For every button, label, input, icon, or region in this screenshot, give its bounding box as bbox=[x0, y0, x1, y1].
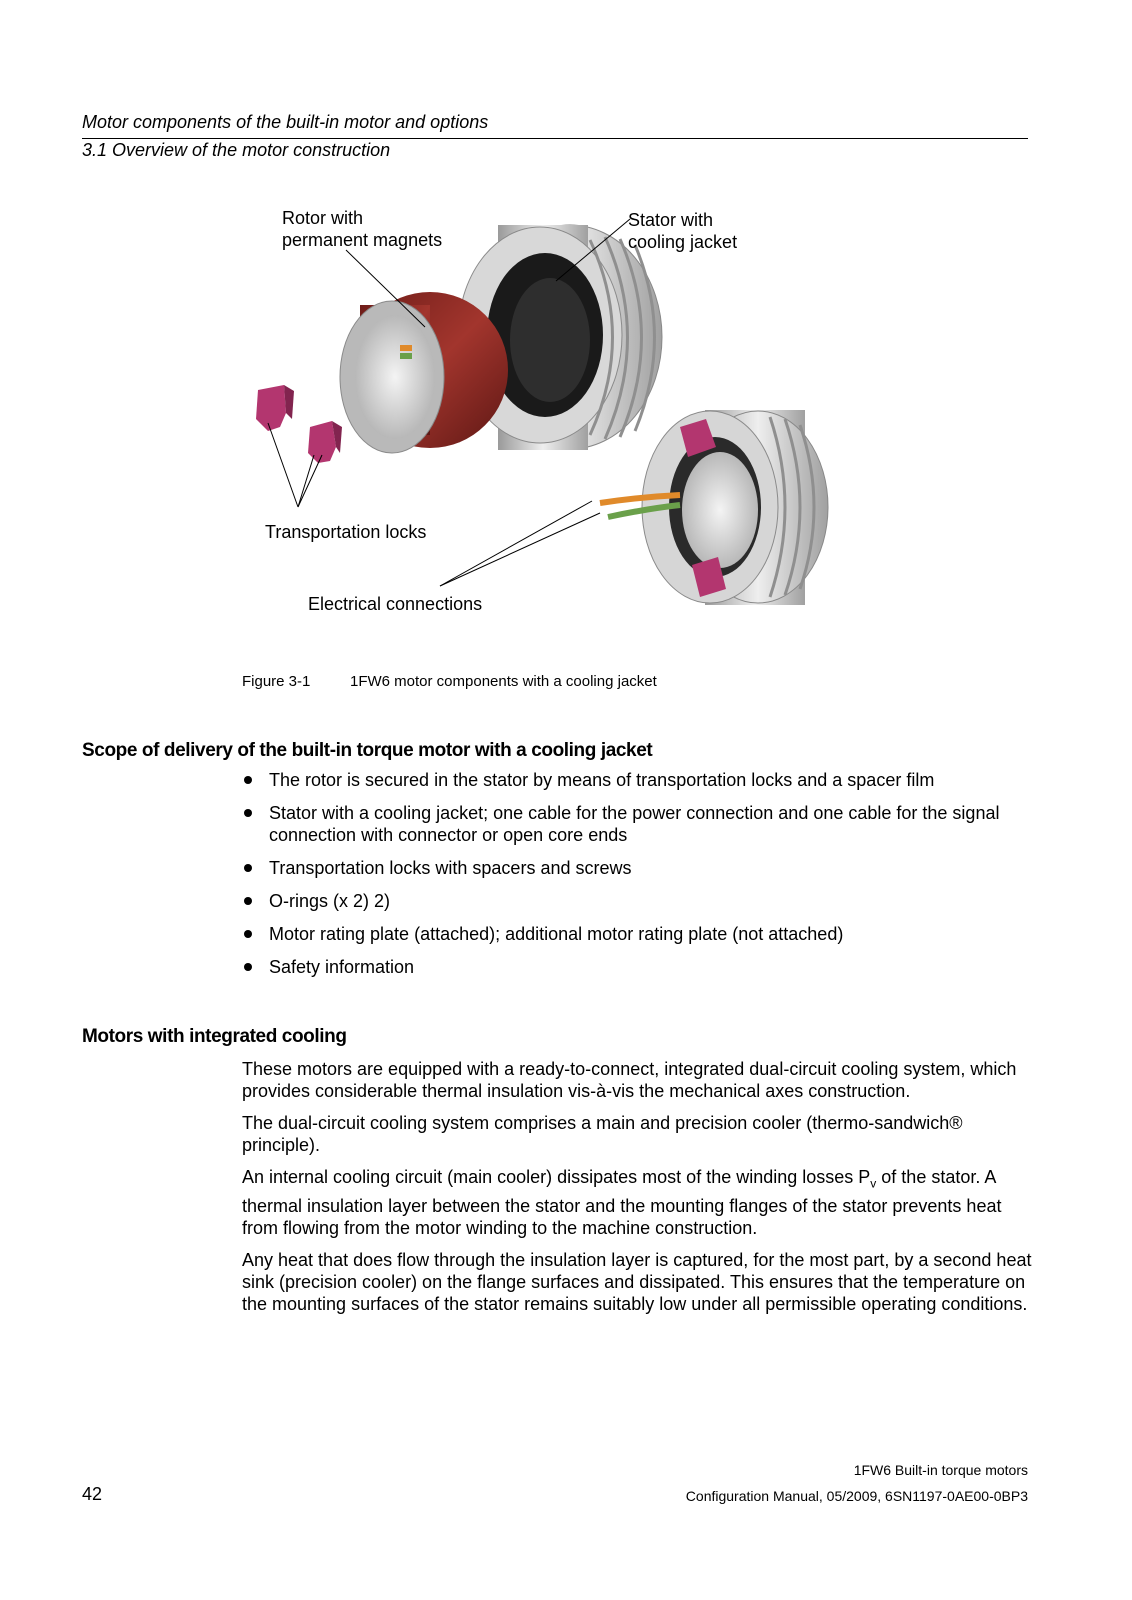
bullet-icon bbox=[244, 809, 252, 817]
page-number: 42 bbox=[82, 1484, 103, 1504]
bullet-icon bbox=[244, 864, 252, 872]
figure-caption bbox=[242, 673, 657, 690]
bullet-icon bbox=[244, 930, 252, 938]
stator-label-line2: cooling jacket bbox=[628, 232, 738, 252]
list-item bbox=[242, 890, 1022, 912]
integrated-cooling-heading: Motors with integrated cooling bbox=[82, 1026, 347, 1047]
bullet-icon bbox=[244, 776, 252, 784]
integrated-cooling-body bbox=[242, 1058, 1032, 1325]
motor-components-figure bbox=[240, 205, 840, 635]
running-header-chapter: Motor components of the built-in motor and options bbox=[82, 112, 489, 132]
running-header-section: 3.1 Overview of the motor construction bbox=[82, 140, 391, 160]
paragraph-1: These motors are equipped with a ready-to-connect, integrated dual-circuit cooling system, which provides considerable thermal insulation vis-à-vis the mechanical axes construction. bbox=[242, 1059, 1017, 1101]
electrical-connections-label: Electrical connections bbox=[308, 594, 483, 614]
bullet-icon bbox=[244, 963, 252, 971]
list-item bbox=[242, 857, 1022, 879]
transportation-lock-1 bbox=[256, 385, 294, 431]
figure-number: Figure 3-1 bbox=[242, 673, 311, 690]
list-item-text: Motor rating plate (attached); additional motor rating plate (not attached) bbox=[269, 924, 844, 944]
list-item-text: Transportation locks with spacers and screws bbox=[269, 858, 632, 878]
paragraph-3-start: An internal cooling circuit (main cooler) dissipates most of the winding losses P bbox=[242, 1167, 871, 1187]
bullet-icon bbox=[244, 897, 252, 905]
transportation-locks-label: Transportation locks bbox=[265, 522, 427, 542]
header-rule bbox=[82, 138, 1028, 139]
motor-illustration bbox=[240, 205, 840, 635]
assembled-motor bbox=[600, 410, 828, 605]
list-item-text: O-rings (x 2) 2) bbox=[269, 891, 391, 911]
list-item-text: Safety information bbox=[269, 957, 415, 977]
stator-label-line1: Stator with bbox=[628, 210, 714, 230]
list-item-text: Stator with a cooling jacket; one cable for the power connection and one cable for the signal connection with connector or open core ends bbox=[269, 803, 1000, 845]
paragraph-2: The dual-circuit cooling system comprises a main and precision cooler (thermo-sandwich® principle). bbox=[242, 1113, 963, 1155]
scope-heading: Scope of delivery of the built-in torque motor with a cooling jacket bbox=[82, 740, 653, 761]
footer-title: 1FW6 Built-in torque motors bbox=[853, 1462, 1028, 1478]
list-item bbox=[242, 956, 1022, 978]
list-item-text: The rotor is secured in the stator by means of transportation locks and a spacer film bbox=[269, 770, 935, 790]
list-item bbox=[242, 802, 1022, 846]
paragraph-3-end: of the stator. A thermal insulation layer between the stator and the mounting flanges of the stator prevents heat from flowing from the motor winding to the machine construction. bbox=[242, 1167, 1002, 1238]
paragraph-4: Any heat that does flow through the insulation layer is captured, for the most part, by a second heat sink (precision cooler) on the flange surfaces and dissipated. This ensures that the temperature on the mounting surfaces of the stator remains suitably low under all permissible operating conditions. bbox=[242, 1249, 1032, 1314]
figure-caption-text: 1FW6 motor components with a cooling jacket bbox=[350, 673, 657, 690]
loss-subscript: v bbox=[870, 1176, 877, 1191]
paragraph-3 bbox=[242, 1166, 1032, 1239]
scope-list bbox=[242, 769, 1022, 989]
list-item bbox=[242, 769, 1022, 791]
rotor-label-line1: Rotor with bbox=[282, 208, 364, 228]
footer-manual: Configuration Manual, 05/2009, 6SN1197-0AE00-0BP3 bbox=[685, 1488, 1028, 1504]
rotor bbox=[340, 292, 508, 453]
list-item bbox=[242, 923, 1022, 945]
rotor-label-line2: permanent magnets bbox=[282, 230, 443, 250]
